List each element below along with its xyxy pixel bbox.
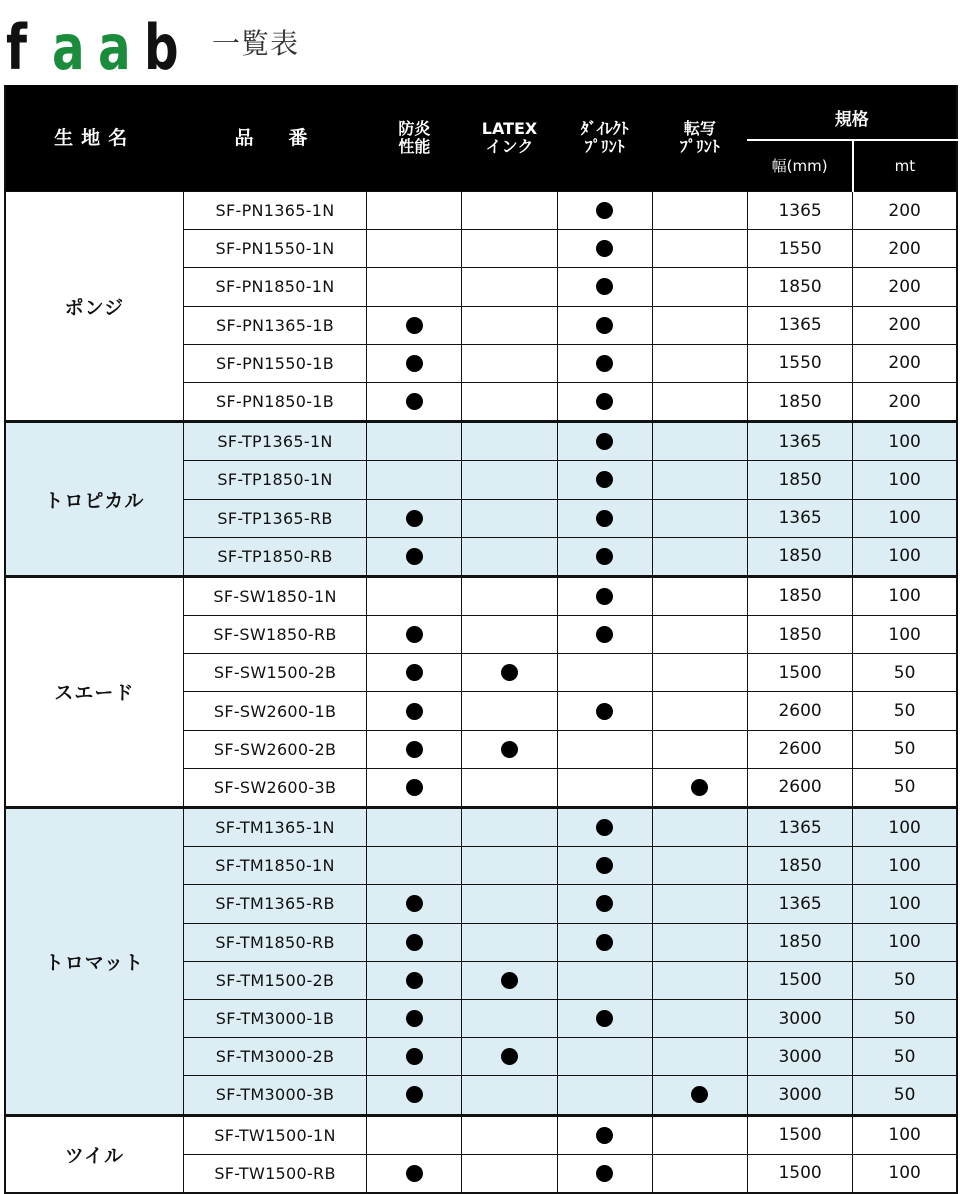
width-cell: 1850 xyxy=(747,923,852,961)
transfer-print-cell xyxy=(652,999,747,1037)
fire-retardant-cell xyxy=(367,1154,462,1193)
length-cell: 100 xyxy=(853,923,957,961)
filled-circle-icon xyxy=(596,703,613,720)
table-body xyxy=(5,192,957,1193)
fire-retardant-cell xyxy=(367,1076,462,1115)
product-code-cell: SF-PN1365-1N xyxy=(183,192,366,230)
filled-circle-icon xyxy=(406,703,423,720)
length-cell: 100 xyxy=(853,616,957,654)
filled-circle-icon xyxy=(501,664,518,681)
length-cell: 200 xyxy=(853,230,957,268)
length-cell: 100 xyxy=(853,847,957,885)
width-cell: 1365 xyxy=(747,808,852,847)
latex-ink-cell xyxy=(462,461,557,499)
transfer-print-cell xyxy=(652,885,747,923)
transfer-print-cell xyxy=(652,768,747,807)
filled-circle-icon xyxy=(691,1086,708,1103)
width-cell: 3000 xyxy=(747,1076,852,1115)
width-cell: 2600 xyxy=(747,692,852,730)
fire-retardant-cell xyxy=(367,1115,462,1154)
transfer-print-cell xyxy=(652,499,747,537)
header-transfer-print: 転写 ﾌﾟﾘﾝﾄ xyxy=(652,85,747,192)
width-cell: 2600 xyxy=(747,730,852,768)
direct-print-cell xyxy=(557,885,652,923)
product-code-cell: SF-SW2600-3B xyxy=(183,768,366,807)
length-cell: 100 xyxy=(853,885,957,923)
direct-print-cell xyxy=(557,422,652,461)
direct-print-cell xyxy=(557,616,652,654)
length-cell: 50 xyxy=(853,961,957,999)
direct-print-cell xyxy=(557,654,652,692)
filled-circle-icon xyxy=(596,1165,613,1182)
direct-print-cell xyxy=(557,192,652,230)
length-cell: 200 xyxy=(853,192,957,230)
fire-retardant-cell xyxy=(367,422,462,461)
table-row xyxy=(5,1115,957,1154)
transfer-print-cell xyxy=(652,1076,747,1115)
latex-ink-cell xyxy=(462,1076,557,1115)
fabric-name-cell: トロピカル xyxy=(5,422,183,577)
transfer-print-cell xyxy=(652,923,747,961)
direct-print-cell xyxy=(557,306,652,344)
filled-circle-icon xyxy=(406,1048,423,1065)
filled-circle-icon xyxy=(406,317,423,334)
table-header xyxy=(5,85,957,192)
filled-circle-icon xyxy=(596,1127,613,1144)
direct-print-cell xyxy=(557,961,652,999)
product-code-cell: SF-TM1850-RB xyxy=(183,923,366,961)
transfer-print-cell xyxy=(652,654,747,692)
latex-ink-cell xyxy=(462,885,557,923)
product-code-cell: SF-SW2600-1B xyxy=(183,692,366,730)
direct-print-cell xyxy=(557,344,652,382)
transfer-print-cell xyxy=(652,847,747,885)
fire-retardant-cell xyxy=(367,654,462,692)
filled-circle-icon xyxy=(406,741,423,758)
length-cell: 50 xyxy=(853,999,957,1037)
filled-circle-icon xyxy=(406,934,423,951)
fire-retardant-cell xyxy=(367,616,462,654)
filled-circle-icon xyxy=(596,1010,613,1027)
page-title: 一覧表 xyxy=(212,27,300,60)
width-cell: 1500 xyxy=(747,1154,852,1193)
fire-retardant-cell xyxy=(367,885,462,923)
filled-circle-icon xyxy=(596,857,613,874)
logo-letter: a xyxy=(52,11,85,84)
latex-ink-cell xyxy=(462,537,557,576)
filled-circle-icon xyxy=(596,433,613,450)
product-code-cell: SF-TM1365-1N xyxy=(183,808,366,847)
filled-circle-icon xyxy=(596,471,613,488)
product-code-cell: SF-SW1850-RB xyxy=(183,616,366,654)
fire-retardant-cell xyxy=(367,382,462,421)
product-code-cell: SF-SW2600-2B xyxy=(183,730,366,768)
fire-retardant-cell xyxy=(367,344,462,382)
transfer-print-cell xyxy=(652,1115,747,1154)
latex-ink-cell xyxy=(462,268,557,306)
width-cell: 1850 xyxy=(747,847,852,885)
filled-circle-icon xyxy=(596,588,613,605)
width-cell: 1850 xyxy=(747,537,852,576)
latex-ink-cell xyxy=(462,768,557,807)
fabric-name-cell: トロマット xyxy=(5,808,183,1116)
width-cell: 1365 xyxy=(747,306,852,344)
direct-print-cell xyxy=(557,382,652,421)
latex-ink-cell xyxy=(462,692,557,730)
width-cell: 1500 xyxy=(747,961,852,999)
product-code-cell: SF-TP1850-RB xyxy=(183,537,366,576)
header-fabric-name: 生地名 xyxy=(5,85,183,192)
width-cell: 1850 xyxy=(747,382,852,421)
header-width: 幅(mm) xyxy=(747,140,852,192)
transfer-print-cell xyxy=(652,344,747,382)
fire-retardant-cell xyxy=(367,576,462,615)
length-cell: 100 xyxy=(853,1154,957,1193)
latex-ink-cell xyxy=(462,1154,557,1193)
direct-print-cell xyxy=(557,692,652,730)
transfer-print-cell xyxy=(652,576,747,615)
latex-ink-cell xyxy=(462,923,557,961)
fire-retardant-cell xyxy=(367,537,462,576)
product-code-cell: SF-SW1500-2B xyxy=(183,654,366,692)
brand-header xyxy=(6,2,184,84)
filled-circle-icon xyxy=(501,972,518,989)
length-cell: 200 xyxy=(853,344,957,382)
product-code-cell: SF-TM3000-1B xyxy=(183,999,366,1037)
latex-ink-cell xyxy=(462,192,557,230)
width-cell: 1365 xyxy=(747,192,852,230)
table-row xyxy=(5,808,957,847)
transfer-print-cell xyxy=(652,537,747,576)
product-code-cell: SF-PN1550-1B xyxy=(183,344,366,382)
transfer-print-cell xyxy=(652,230,747,268)
filled-circle-icon xyxy=(406,626,423,643)
direct-print-cell xyxy=(557,268,652,306)
filled-circle-icon xyxy=(406,510,423,527)
filled-circle-icon xyxy=(501,741,518,758)
direct-print-cell xyxy=(557,923,652,961)
transfer-print-cell xyxy=(652,616,747,654)
filled-circle-icon xyxy=(596,895,613,912)
direct-print-cell xyxy=(557,999,652,1037)
fire-retardant-cell xyxy=(367,1038,462,1076)
latex-ink-cell xyxy=(462,422,557,461)
header-latex-ink: LATEX インク xyxy=(462,85,557,192)
transfer-print-cell xyxy=(652,422,747,461)
direct-print-cell xyxy=(557,230,652,268)
length-cell: 100 xyxy=(853,537,957,576)
fire-retardant-cell xyxy=(367,192,462,230)
length-cell: 100 xyxy=(853,422,957,461)
width-cell: 1365 xyxy=(747,422,852,461)
fire-retardant-cell xyxy=(367,999,462,1037)
fire-retardant-cell xyxy=(367,230,462,268)
length-cell: 50 xyxy=(853,768,957,807)
product-code-cell: SF-TP1365-RB xyxy=(183,499,366,537)
product-code-cell: SF-TW1500-1N xyxy=(183,1115,366,1154)
length-cell: 50 xyxy=(853,1038,957,1076)
transfer-print-cell xyxy=(652,306,747,344)
direct-print-cell xyxy=(557,1115,652,1154)
filled-circle-icon xyxy=(501,1048,518,1065)
latex-ink-cell xyxy=(462,961,557,999)
latex-ink-cell xyxy=(462,1115,557,1154)
latex-ink-cell xyxy=(462,230,557,268)
filled-circle-icon xyxy=(596,626,613,643)
fire-retardant-cell xyxy=(367,847,462,885)
header-spec: 規格 xyxy=(747,85,957,140)
latex-ink-cell xyxy=(462,499,557,537)
header-length: mt xyxy=(853,140,957,192)
product-code-cell: SF-SW1850-1N xyxy=(183,576,366,615)
product-code-cell: SF-TM1500-2B xyxy=(183,961,366,999)
latex-ink-cell xyxy=(462,999,557,1037)
product-code-cell: SF-TP1365-1N xyxy=(183,422,366,461)
direct-print-cell xyxy=(557,847,652,885)
direct-print-cell xyxy=(557,499,652,537)
fire-retardant-cell xyxy=(367,961,462,999)
product-code-cell: SF-TM1850-1N xyxy=(183,847,366,885)
filled-circle-icon xyxy=(596,202,613,219)
width-cell: 1365 xyxy=(747,499,852,537)
filled-circle-icon xyxy=(596,510,613,527)
fire-retardant-cell xyxy=(367,808,462,847)
transfer-print-cell xyxy=(652,268,747,306)
latex-ink-cell xyxy=(462,306,557,344)
product-code-cell: SF-PN1365-1B xyxy=(183,306,366,344)
width-cell: 1850 xyxy=(747,576,852,615)
header-product-code: 品 番 xyxy=(183,85,366,192)
direct-print-cell xyxy=(557,768,652,807)
direct-print-cell xyxy=(557,461,652,499)
length-cell: 100 xyxy=(853,576,957,615)
filled-circle-icon xyxy=(596,819,613,836)
length-cell: 200 xyxy=(853,268,957,306)
latex-ink-cell xyxy=(462,730,557,768)
latex-ink-cell xyxy=(462,654,557,692)
filled-circle-icon xyxy=(691,779,708,796)
length-cell: 100 xyxy=(853,808,957,847)
width-cell: 1550 xyxy=(747,344,852,382)
table-row xyxy=(5,422,957,461)
direct-print-cell xyxy=(557,537,652,576)
fire-retardant-cell xyxy=(367,306,462,344)
width-cell: 1850 xyxy=(747,268,852,306)
fire-retardant-cell xyxy=(367,461,462,499)
width-cell: 1500 xyxy=(747,1115,852,1154)
transfer-print-cell xyxy=(652,1154,747,1193)
direct-print-cell xyxy=(557,808,652,847)
transfer-print-cell xyxy=(652,961,747,999)
direct-print-cell xyxy=(557,730,652,768)
product-code-cell: SF-PN1550-1N xyxy=(183,230,366,268)
direct-print-cell xyxy=(557,1038,652,1076)
fire-retardant-cell xyxy=(367,768,462,807)
latex-ink-cell xyxy=(462,344,557,382)
fabric-list-table xyxy=(4,85,958,1194)
filled-circle-icon xyxy=(406,1165,423,1182)
filled-circle-icon xyxy=(596,934,613,951)
logo-letter: f xyxy=(6,11,28,84)
direct-print-cell xyxy=(557,1076,652,1115)
direct-print-cell xyxy=(557,1154,652,1193)
transfer-print-cell xyxy=(652,192,747,230)
width-cell: 1365 xyxy=(747,885,852,923)
logo-letter: a xyxy=(98,11,131,84)
transfer-print-cell xyxy=(652,382,747,421)
transfer-print-cell xyxy=(652,730,747,768)
filled-circle-icon xyxy=(596,355,613,372)
header-fire-retardant: 防炎 性能 xyxy=(367,85,462,192)
width-cell: 1500 xyxy=(747,654,852,692)
filled-circle-icon xyxy=(596,240,613,257)
filled-circle-icon xyxy=(406,355,423,372)
width-cell: 1550 xyxy=(747,230,852,268)
width-cell: 3000 xyxy=(747,999,852,1037)
fabric-name-cell: ポンジ xyxy=(5,192,183,422)
product-code-cell: SF-PN1850-1N xyxy=(183,268,366,306)
table-row xyxy=(5,576,957,615)
width-cell: 3000 xyxy=(747,1038,852,1076)
length-cell: 50 xyxy=(853,654,957,692)
filled-circle-icon xyxy=(596,317,613,334)
filled-circle-icon xyxy=(406,1086,423,1103)
latex-ink-cell xyxy=(462,382,557,421)
fire-retardant-cell xyxy=(367,923,462,961)
fire-retardant-cell xyxy=(367,730,462,768)
fabric-name-cell: ツイル xyxy=(5,1115,183,1193)
table-row xyxy=(5,192,957,230)
product-code-cell: SF-TM3000-2B xyxy=(183,1038,366,1076)
filled-circle-icon xyxy=(596,393,613,410)
length-cell: 50 xyxy=(853,692,957,730)
filled-circle-icon xyxy=(406,664,423,681)
filled-circle-icon xyxy=(406,393,423,410)
latex-ink-cell xyxy=(462,847,557,885)
filled-circle-icon xyxy=(596,548,613,565)
filled-circle-icon xyxy=(596,278,613,295)
filled-circle-icon xyxy=(406,1010,423,1027)
filled-circle-icon xyxy=(406,895,423,912)
width-cell: 2600 xyxy=(747,768,852,807)
length-cell: 200 xyxy=(853,306,957,344)
length-cell: 100 xyxy=(853,461,957,499)
width-cell: 1850 xyxy=(747,616,852,654)
product-code-cell: SF-TP1850-1N xyxy=(183,461,366,499)
product-code-cell: SF-PN1850-1B xyxy=(183,382,366,421)
latex-ink-cell xyxy=(462,1038,557,1076)
fabric-name-cell: スエード xyxy=(5,576,183,807)
fire-retardant-cell xyxy=(367,268,462,306)
transfer-print-cell xyxy=(652,808,747,847)
faab-logo xyxy=(6,11,184,84)
length-cell: 200 xyxy=(853,382,957,421)
filled-circle-icon xyxy=(406,972,423,989)
latex-ink-cell xyxy=(462,576,557,615)
logo-letter: b xyxy=(144,11,179,84)
product-code-cell: SF-TM1365-RB xyxy=(183,885,366,923)
direct-print-cell xyxy=(557,576,652,615)
filled-circle-icon xyxy=(406,779,423,796)
product-code-cell: SF-TM3000-3B xyxy=(183,1076,366,1115)
product-code-cell: SF-TW1500-RB xyxy=(183,1154,366,1193)
fire-retardant-cell xyxy=(367,692,462,730)
transfer-print-cell xyxy=(652,692,747,730)
latex-ink-cell xyxy=(462,616,557,654)
header-direct-print: ﾀﾞｲﾚｸﾄ ﾌﾟﾘﾝﾄ xyxy=(557,85,652,192)
transfer-print-cell xyxy=(652,461,747,499)
fire-retardant-cell xyxy=(367,499,462,537)
latex-ink-cell xyxy=(462,808,557,847)
filled-circle-icon xyxy=(406,548,423,565)
length-cell: 100 xyxy=(853,499,957,537)
transfer-print-cell xyxy=(652,1038,747,1076)
length-cell: 100 xyxy=(853,1115,957,1154)
length-cell: 50 xyxy=(853,730,957,768)
width-cell: 1850 xyxy=(747,461,852,499)
length-cell: 50 xyxy=(853,1076,957,1115)
